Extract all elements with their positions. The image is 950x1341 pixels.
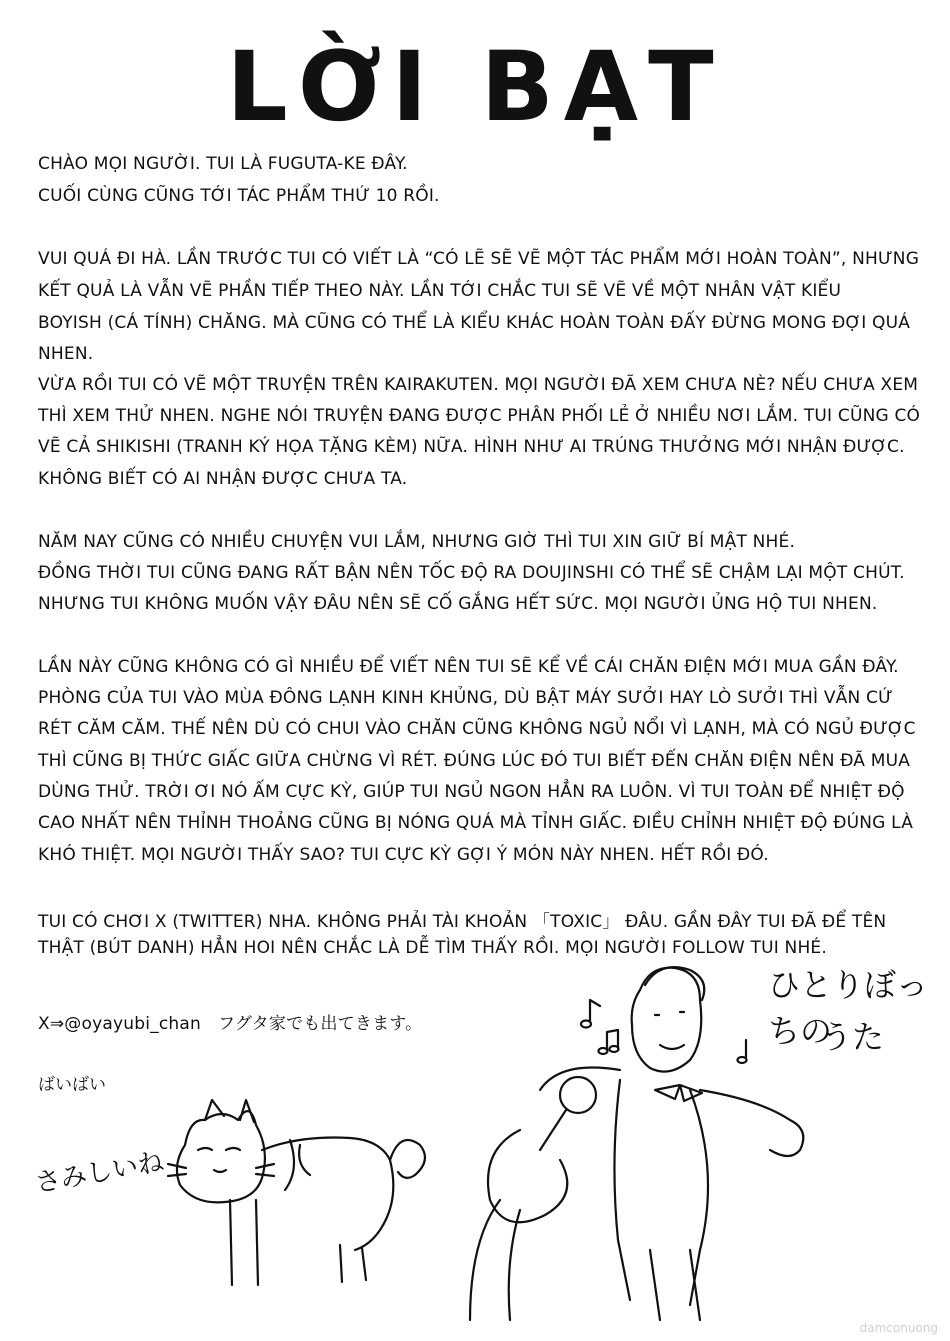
text-line: NHƯNG TUI KHÔNG MUỐN VẬY ĐÂU NÊN SẼ CỐ GẮNG HẾT SỨC. MỌI NGƯỜI ỦNG HỘ TUI NHEN. (38, 594, 878, 614)
text-line: THÌ CŨNG BỊ THỨC GIẤC GIỮA CHỪNG VÌ RÉT. ĐÚNG LÚC ĐÓ TUI BIẾT ĐẾN CHĂN ĐIỆN NÊN ĐÃ MUA (38, 751, 911, 771)
text-line: PHÒNG CỦA TUI VÀO MÙA ĐÔNG LẠNH KINH KHỦNG, DÙ BẬT MÁY SƯỞI HAY LÒ SƯỞI THÌ VẪN CỨ (38, 688, 893, 708)
text-line: LẦN NÀY CŨNG KHÔNG CÓ GÌ NHIỀU ĐỂ VIẾT NÊN TUI SẼ KỂ VỀ CÁI CHĂN ĐIỆN MỚI MUA GẦN ĐÂY. (38, 657, 899, 677)
singer-doodle (470, 967, 803, 1320)
text-line: NHEN. (38, 344, 94, 364)
text-line: VỪA RỒI TUI CÓ VẼ MỘT TRUYỆN TRÊN KAIRAKUTEN. MỌI NGƯỜI ĐÃ XEM CHƯA NÈ? NẾU CHƯA XEM (38, 375, 919, 395)
music-note-icon (581, 1000, 747, 1063)
singer-caption-line2: うた (820, 1018, 885, 1056)
cat-caption: さみしいね (32, 1146, 167, 1200)
text-line: VẼ CẢ SHIKISHI (TRANH KÝ HỌA TẶNG KÈM) NỮA. HÌNH NHƯ AI TRÚNG THƯỞNG MỚI NHẬN ĐƯỢC. (38, 437, 905, 457)
text-line: RÉT CĂM CĂM. THẾ NÊN DÙ CÓ CHUI VÀO CHĂN CŨNG KHÔNG NGỦ NỔI VÌ LẠNH, MÀ CÓ NGỦ ĐƯỢC (38, 719, 916, 739)
text-line: BOYISH (CÁ TÍNH) CHĂNG. MÀ CŨNG CÓ THỂ LÀ KIỂU KHÁC HOÀN TOÀN ĐẤY ĐỪNG MONG ĐỢI QUÁ (38, 313, 911, 333)
singer-caption-line1: ひとりぼっちの (768, 966, 929, 1050)
page-title: LỜI BẠT (226, 31, 724, 143)
text-line: DÙNG THỬ. TRỜI ƠI NÓ ẤM CỰC KỲ, GIÚP TUI NGỦ NGON HẲN RA LUÔN. VÌ TUI TOÀN ĐỂ NHIỆT ĐỘ (38, 782, 905, 802)
text-line: KẾT QUẢ LÀ VẪN VẼ PHẦN TIẾP THEO NÀY. LẦN TỚI CHẮC TUI SẼ VẼ VỀ MỘT NHÂN VẬT KIỂU (38, 281, 842, 301)
watermark: damconuong (859, 1321, 938, 1335)
text-line: VUI QUÁ ĐI HÀ. LẦN TRƯỚC TUI CÓ VIẾT LÀ “CÓ LẼ SẼ VẼ MỘT TÁC PHẨM MỚI HOÀN TOÀN”, NHƯNG (38, 249, 920, 269)
text-line: CAO NHẤT NÊN THỈNH THOẢNG CŨNG BỊ NÓNG QUÁ MÀ TỈNH GIẤC. ĐIỀU CHỈNH NHIỆT ĐỘ ĐÚNG LÀ (38, 813, 914, 833)
text-line: KHÓ THIỆT. MỌI NGƯỜI THẤY SAO? TUI CỰC KỲ GỢI Ý MÓN NÀY NHEN. HẾT RỒI ĐÓ. (38, 845, 769, 865)
text-line: THÌ XEM THỬ NHEN. NGHE NÓI TRUYỆN ĐANG ĐƯỢC PHÂN PHỐI LẺ Ở NHIỀU NƠI LẮM. TUI CŨNG CÓ (38, 406, 921, 426)
social-handle-line: X⇒@oyayubi_chan フグタ家でも出てきます。 (38, 1014, 423, 1034)
cat-doodle (168, 1100, 425, 1285)
text-line: TUI CÓ CHƠI X (TWITTER) NHA. KHÔNG PHẢI TÀI KHOẢN 「TOXIC」 ĐÂU. GẦN ĐÂY TUI ĐÃ ĐỂ TÊN (38, 912, 887, 932)
text-line: NĂM NAY CŨNG CÓ NHIỀU CHUYỆN VUI LẮM, NHƯNG GIỜ THÌ TUI XIN GIỮ BÍ MẬT NHÉ. (38, 532, 796, 552)
text-line: KHÔNG BIẾT CÓ AI NHẬN ĐƯỢC CHƯA TA. (38, 469, 408, 489)
signoff: ばいばい (38, 1075, 106, 1095)
text-line: ĐỒNG THỜI TUI CŨNG ĐANG RẤT BẬN NÊN TỐC ĐỘ RA DOUJINSHI CÓ THỂ SẼ CHẬM LẠI MỘT CHÚT. (38, 563, 905, 583)
text-line: CUỐI CÙNG CŨNG TỚI TÁC PHẨM THỨ 10 RỒI. (38, 186, 440, 206)
text-line: THẬT (BÚT DANH) HẲN HOI NÊN CHẮC LÀ DỄ TÌM THẤY RỒI. MỌI NGƯỜI FOLLOW TUI NHÉ. (38, 938, 827, 958)
text-line: CHÀO MỌI NGƯỜI. TUI LÀ FUGUTA-KE ĐÂY. (38, 154, 408, 174)
